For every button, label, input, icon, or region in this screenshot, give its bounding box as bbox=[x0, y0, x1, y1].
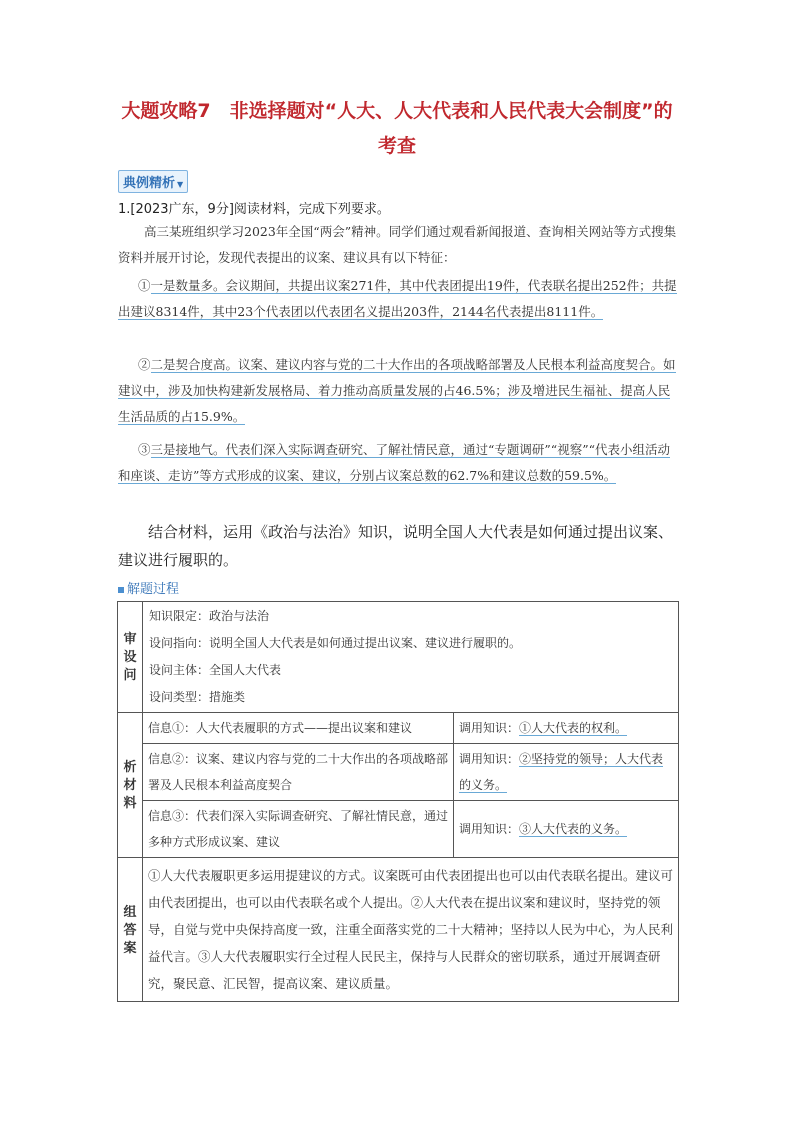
circled-number-2: ② bbox=[138, 357, 151, 372]
material-paragraph-2 bbox=[118, 352, 678, 430]
section-tag-label: 典例精析 bbox=[123, 176, 176, 191]
circled-number-3: ③ bbox=[138, 442, 151, 457]
material-paragraph-1 bbox=[118, 273, 678, 325]
knowledge-prefix-3: 调用知识： bbox=[459, 822, 520, 836]
section-tag bbox=[118, 170, 188, 193]
material-intro: 高三某班组织学习2023年全国“两会”精神。同学们通过观看新闻报道、查询相关网站等方式搜集资料并展开讨论，发现代表提出的议案、建议具有以下特征： bbox=[118, 224, 677, 265]
material-paragraph-3 bbox=[118, 437, 678, 489]
knowledge-prefix-1: 调用知识： bbox=[459, 721, 520, 735]
page-title-line1: 大题攻略7 非选择题对“人大、人大代表和人民代表大会制度”的 bbox=[121, 100, 673, 122]
knowledge-cell-3 bbox=[454, 801, 679, 858]
section-head-analyze-question: 审设问 bbox=[118, 602, 143, 713]
process-label bbox=[118, 578, 179, 597]
process-label-text: 解题过程 bbox=[127, 582, 180, 597]
analyze-question-cell bbox=[143, 602, 679, 713]
info-cell-1: 信息①：人大代表履职的方式——提出议案和建议 bbox=[143, 713, 454, 744]
section-head-analyze-material: 析材料 bbox=[118, 713, 143, 858]
question-direction: 设问指向：说明全国人大代表是如何通过提出议案、建议进行履职的。 bbox=[149, 636, 522, 650]
question-header: 1.[2023广东，9分]阅读材料，完成下列要求。 bbox=[118, 202, 390, 217]
answer-cell: ①人大代表履职更多运用提建议的方式。议案既可由代表团提出也可以由代表联名提出。建议可由代表团提出，也可以由代表联名或个人提出。②人大代表在提出议案和建议时，坚持党的领导，自觉与党中央保持高度一致，注重全面落实党的二十大精神；坚持以人民为中心，为人民利益代言。③人大代表履职实行全过程人民民主，保持与人民群众的密切联系，通过开展调查研究，聚民意、汇民智，提高议案、建议质量。 bbox=[143, 858, 679, 1002]
knowledge-text-3: ③人大代表的义务。 bbox=[519, 822, 628, 836]
circled-number-1: ① bbox=[138, 278, 151, 293]
material-text-2: 二是契合度高。议案、建议内容与党的二十大作出的各项战略部署及人民根本利益高度契合。如建议中，涉及加快构建新发展格局、着力推动高质量发展的占46.5%；涉及增进民生福祉、提高人民生活品质的占15.9%。 bbox=[118, 357, 676, 424]
knowledge-text-1: ①人大代表的权利。 bbox=[519, 721, 628, 735]
question-ask: 结合材料，运用《政治与法治》知识，说明全国人大代表是如何通过提出议案、建议进行履职的。 bbox=[118, 523, 674, 569]
material-text-1: 一是数量多。会议期间，共提出议案271件，其中代表团提出19件，代表联名提出252件；共提出建议8314件，其中23个代表团以代表团名义提出203件，2144名代表提出8111件。 bbox=[118, 278, 677, 319]
info-cell-3: 信息③：代表们深入实际调查研究、了解社情民意，通过多种方式形成议案、建议 bbox=[143, 801, 454, 858]
material-text-3: 三是接地气。代表们深入实际调查研究、了解社情民意，通过“专题调研”“视察”“代表小组活动和座谈、走访”等方式形成的议案、建议，分别占议案总数的62.7%和建议总数的59.5%。 bbox=[118, 442, 670, 483]
solution-table bbox=[117, 601, 679, 1002]
knowledge-prefix-2: 调用知识： bbox=[459, 752, 520, 766]
section-head-compose-answer: 组答案 bbox=[118, 858, 143, 1002]
knowledge-text-2: ②坚持党的领导；人大代表的义务。 bbox=[459, 752, 664, 792]
knowledge-cell-1 bbox=[454, 713, 679, 744]
triangle-down-icon: ▼ bbox=[177, 180, 184, 189]
square-bullet-icon bbox=[118, 587, 124, 593]
question-subject: 设问主体：全国人大代表 bbox=[149, 663, 282, 677]
knowledge-cell-2 bbox=[454, 744, 679, 801]
page-title-line2: 考查 bbox=[377, 135, 416, 157]
question-type: 设问类型：措施类 bbox=[149, 690, 246, 704]
info-cell-2: 信息②：议案、建议内容与党的二十大作出的各项战略部署及人民根本利益高度契合 bbox=[143, 744, 454, 801]
knowledge-scope: 知识限定：政治与法治 bbox=[149, 609, 270, 623]
